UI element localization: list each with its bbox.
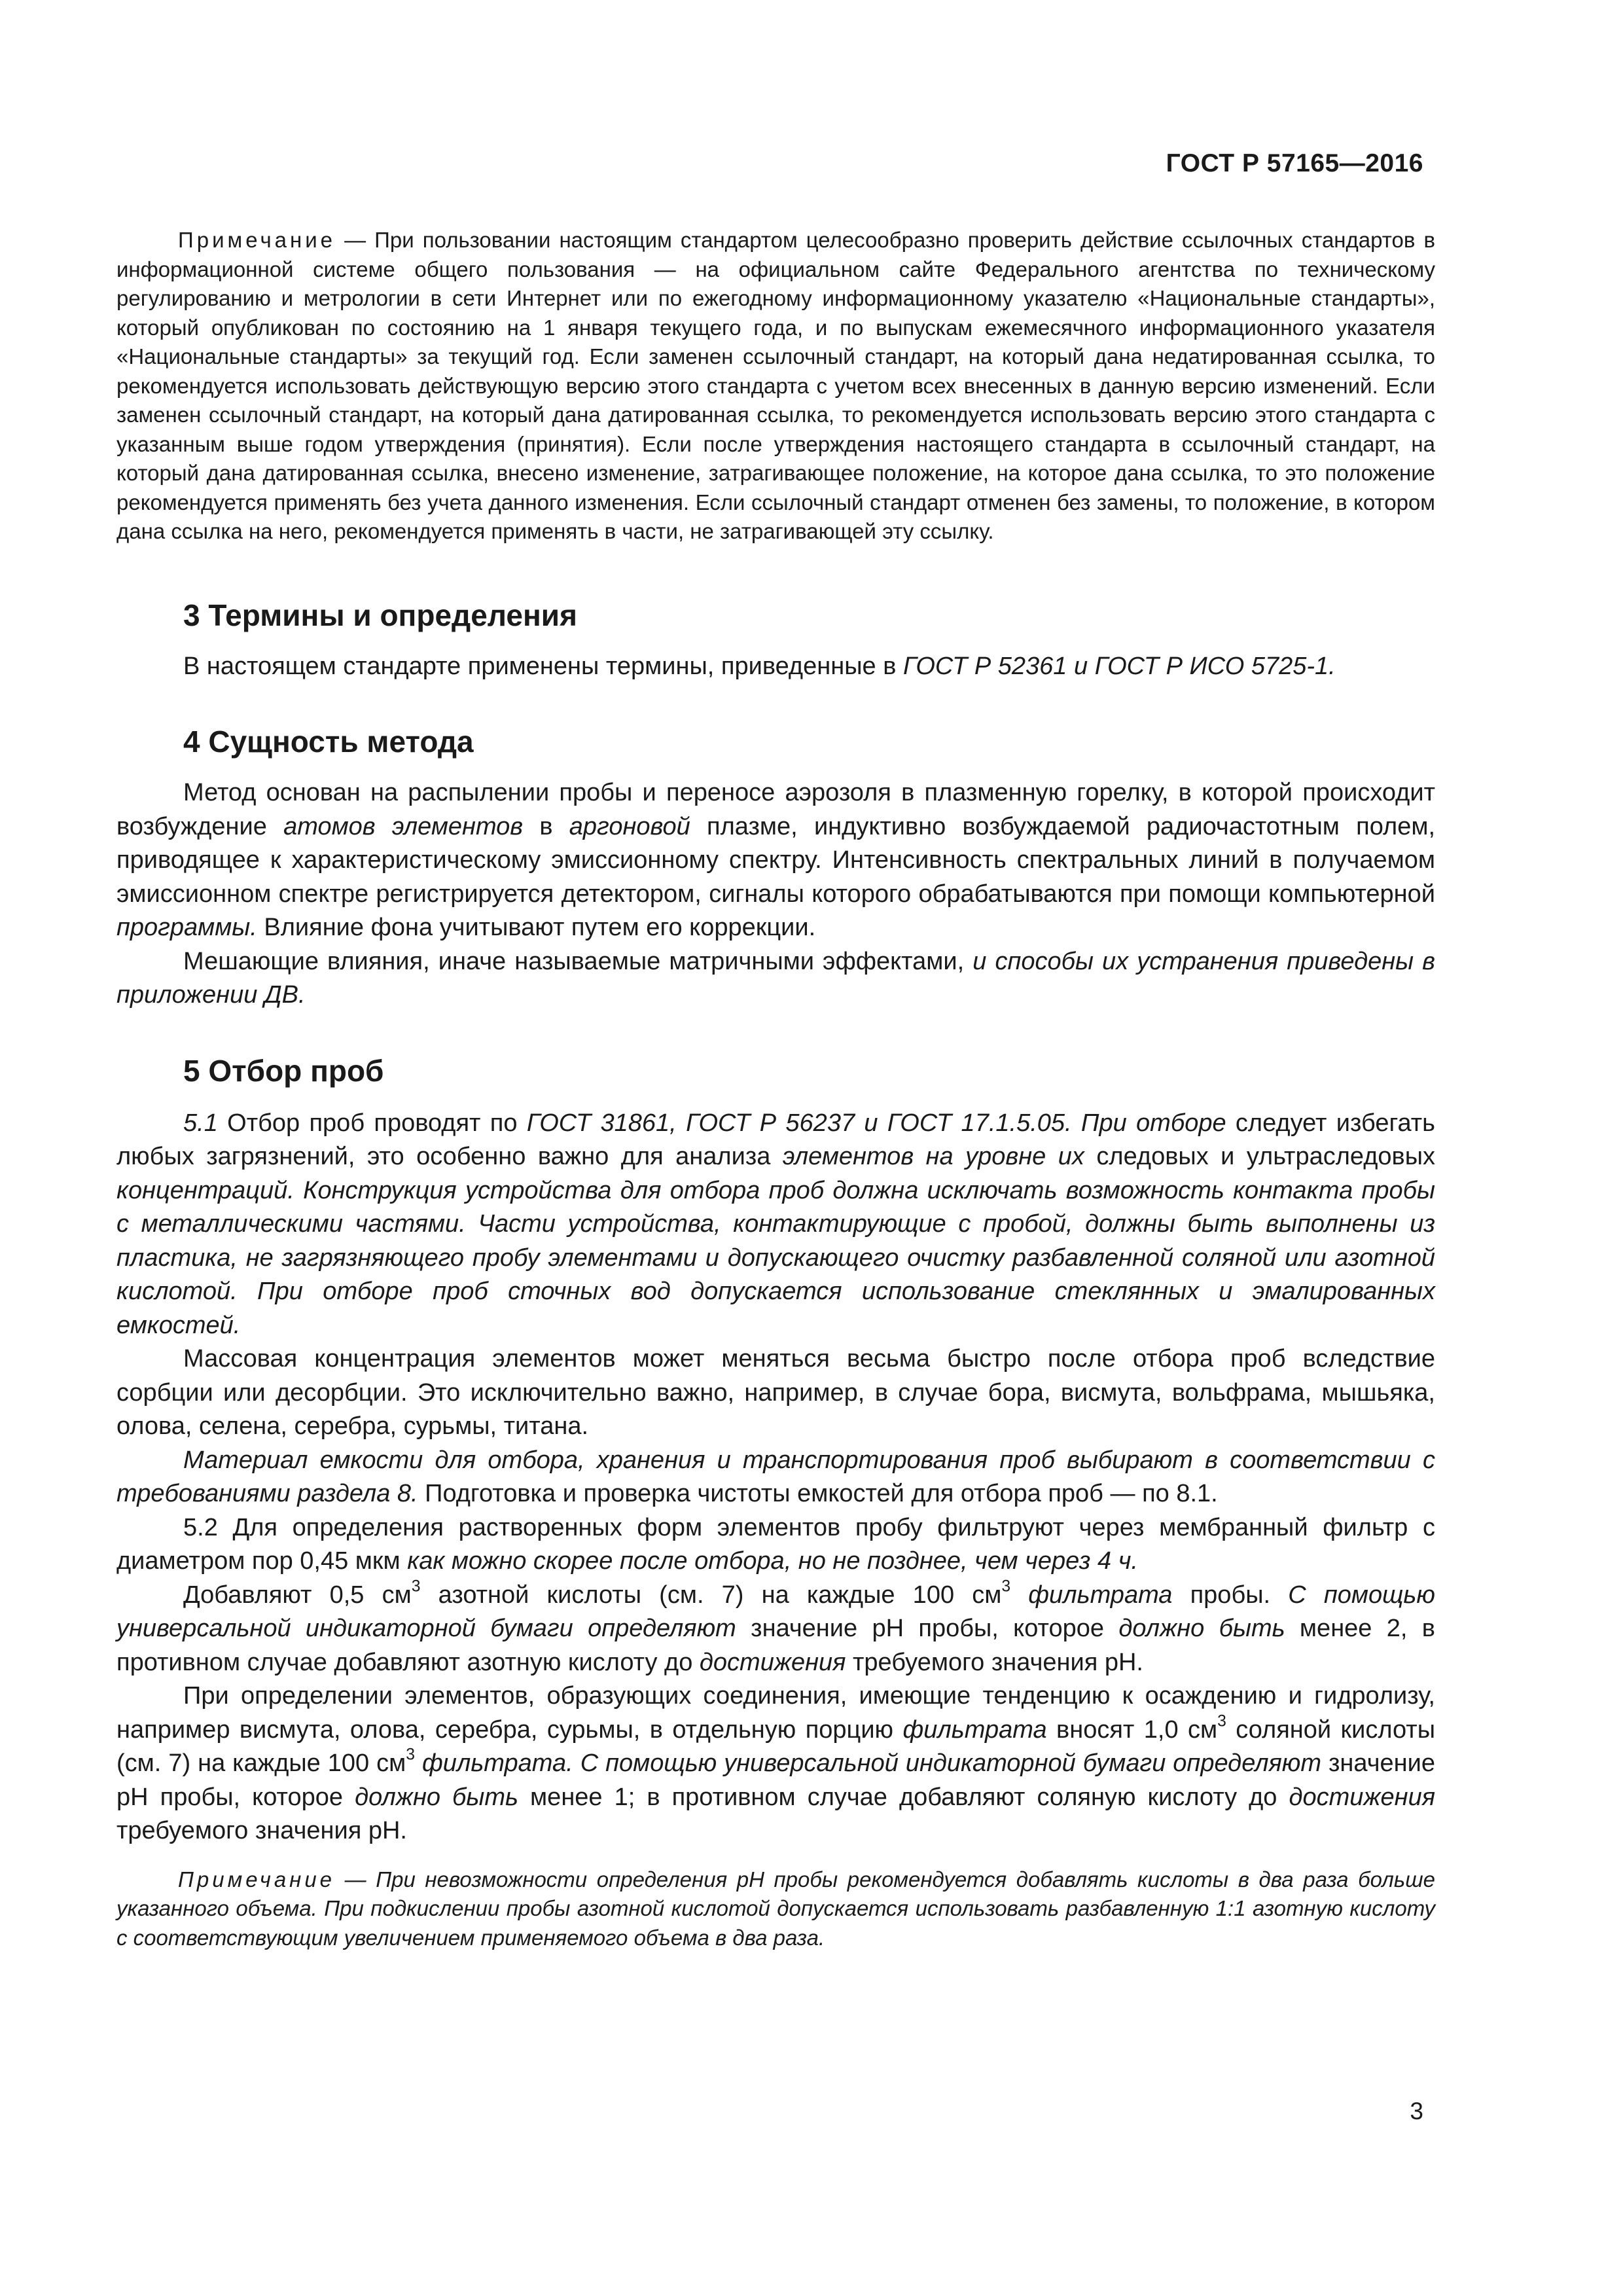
section-4-heading: 4 Сущность метода bbox=[183, 725, 474, 759]
section-5-paragraph-2: Массовая концентрация элементов может меняться весьма быстро после отбора проб вследствие сорбции или десорбции. Это исключительно важно, например, в случае бора, висмута, вольфрама, мышьяка, олова, селена, серебра, сурьмы, титана. bbox=[116, 1345, 1435, 1440]
text-run-italic: Материал емкости для отбора, хранения и транспортирования проб выбирают в соответствии с требованиями раздела 8. bbox=[116, 1446, 1435, 1507]
superscript: 3 bbox=[1001, 1577, 1011, 1596]
page-number: 3 bbox=[1410, 2098, 1423, 2125]
section-5-paragraph-5 bbox=[116, 1579, 1435, 1680]
section-5-1-paragraph bbox=[116, 1107, 1435, 1343]
section-3-paragraph bbox=[116, 650, 1435, 684]
text-run: значение pH пробы, которое bbox=[116, 1749, 1435, 1811]
text-run: Отбор проб проводят по bbox=[217, 1109, 527, 1137]
text-run: менее 2, в противном случае добавляют азотную кислоту до bbox=[116, 1615, 1435, 1676]
text-run: азотной кислоты (см. 7) на каждые 100 см bbox=[420, 1581, 1002, 1609]
text-run: соляной кислоты (см. 7) на каждые 100 см bbox=[116, 1715, 1436, 1777]
text-run: Добавляют 0,5 см bbox=[183, 1581, 412, 1609]
text-run: При определении элементов, образующих соединения, имеющие тенденцию к осаждению и гидролизу, например висмута, олова, серебра, сурьмы, в отдельную порцию bbox=[116, 1682, 1435, 1744]
text-run-italic: как можно скорее после отбора, но не позднее, чем через 4 ч. bbox=[407, 1547, 1138, 1575]
note-text: — При пользовании настоящим стандартом целесообразно проверить действие ссылочных стандартов в информационной системе общего пользования — на официальном сайте Федерального агентства по техническому регулированию и метрологии в сети Интернет или по ежегодному информационному указателю «Национальные стандарты», который опубликован по состоянию на 1 января текущего года, и по выпускам ежемесячного информационного указателя «Национальные стандарты» за текущий год. Если заменен ссылочный стандарт, на который дана недатированная ссылка, то рекомендуется использовать действующую версию этого стандарта с учетом всех внесенных в данную версию изменений. Если заменен ссылочный стандарт, на который дана датированная ссылка, то рекомендуется использовать версию этого стандарта с указанным выше годом утверждения (принятия). Если после утверждения настоящего стандарта в ссылочный стандарт, на который дана датированная ссылка, внесено изменение, затрагивающее положение, на которое дана ссылка, то это положение рекомендуется применять без учета данного изменения. Если ссылочный стандарт отменен без замены, то положение, в котором дана ссылка на него, рекомендуется применять в части, не затрагивающей эту ссылку. bbox=[116, 228, 1435, 543]
text-run: требуемого значения pH. bbox=[116, 1817, 407, 1844]
note-references bbox=[116, 226, 1435, 547]
text-run: следует избегать любых загрязнений, это особенно важно для анализа bbox=[116, 1109, 1435, 1170]
text-run-italic: концентраций. Конструкция устройства для отбора проб должна исключать возможность контакта пробы с металлическими частями. Части устройства, контактирующие с пробой, должны быть выполнены из пластика, не загрязняющего пробу элементами и допускающего очистку разбавленной соляной или азотной кислотой. При отборе проб сточных вод допускается использование стеклянных и эмалированных емкостей. bbox=[116, 1176, 1435, 1339]
text-run: пробы. bbox=[1172, 1581, 1289, 1609]
section-3-heading: 3 Термины и определения bbox=[183, 598, 577, 632]
text-run: менее 1; в противном случае добавляют соляную кислоту до bbox=[518, 1783, 1289, 1811]
clause-number: 5.1 bbox=[183, 1109, 218, 1137]
text-run-italic: достижения bbox=[1289, 1783, 1436, 1811]
section-5-heading: 5 Отбор проб bbox=[183, 1053, 384, 1088]
superscript: 3 bbox=[411, 1577, 421, 1596]
page-content bbox=[116, 226, 1435, 1952]
text-run: вносят 1,0 см bbox=[1046, 1715, 1218, 1744]
text-run-italic: должно быть bbox=[1118, 1615, 1285, 1642]
text-run-italic: фильтрата bbox=[902, 1715, 1047, 1744]
text-run-italic: ГОСТ 31861, ГОСТ Р 56237 и ГОСТ 17.1.5.05. При отборе bbox=[526, 1109, 1226, 1137]
standards-reference: ГОСТ Р 52361 и ГОСТ Р ИСО 5725-1. bbox=[902, 652, 1336, 680]
text-run-italic: должно быть bbox=[355, 1783, 519, 1811]
text-run bbox=[415, 1749, 422, 1777]
text-run bbox=[1010, 1581, 1028, 1609]
text-run: 5.2 Для определения растворенных форм элементов пробу фильтруют через мембранный фильтр с диаметром пор 0,45 мкм bbox=[116, 1513, 1435, 1575]
document-code-header: ГОСТ Р 57165—2016 bbox=[1166, 149, 1423, 177]
superscript: 3 bbox=[406, 1746, 416, 1764]
text-run-italic: аргоновой bbox=[569, 812, 690, 840]
text-run-italic: фильтрата. С помощью универсальной индикаторной бумаги определяют bbox=[422, 1749, 1322, 1777]
note-label: Примечание bbox=[178, 228, 336, 252]
note-label: Примечание bbox=[178, 1867, 336, 1892]
section-5-paragraph-6 bbox=[116, 1679, 1435, 1848]
text-run: плазме, индуктивно возбуждаемой радиочастотным полем, приводящее к характеристическому эмиссионному спектру. Интенсивность спектральных линий в получаемом эмиссионном спектре регистрируется детектором, сигналы которого обрабатываются при помощи компьютерной bbox=[116, 812, 1436, 908]
text-run-italic: атомов элементов bbox=[283, 812, 524, 840]
section-4-paragraph-1 bbox=[116, 776, 1435, 945]
text-run-italic: и способы их устранения приведены в приложении ДВ. bbox=[116, 947, 1435, 1009]
superscript: 3 bbox=[1217, 1712, 1226, 1731]
text-run: Метод основан на распылении пробы и переносе аэрозоля в плазменную горелку, в которой происходит возбуждение bbox=[116, 779, 1435, 840]
text-run: Подготовка и проверка чистоты емкостей для отбора проб — по 8.1. bbox=[418, 1480, 1218, 1507]
text-run: В настоящем стандарте применены термины, приведенные в bbox=[183, 652, 903, 680]
text-run: Влияние фона учитывают путем его коррекции. bbox=[257, 914, 816, 941]
text-run: значение pH пробы, которое bbox=[736, 1615, 1119, 1642]
text-run-italic: фильтрата bbox=[1028, 1581, 1173, 1609]
text-run: следовых и ультраследовых bbox=[1084, 1143, 1436, 1170]
note-acidification bbox=[116, 1865, 1435, 1953]
text-run-italic: программы. bbox=[116, 914, 257, 941]
section-5-2-paragraph bbox=[116, 1511, 1435, 1579]
text-run: требуемого значения pH. bbox=[846, 1648, 1143, 1676]
text-run-italic: С помощью универсальной индикаторной бумаги определяют bbox=[116, 1581, 1435, 1642]
section-4-paragraph-2 bbox=[116, 945, 1435, 1013]
text-run: Мешающие влияния, иначе называемые матричными эффектами, bbox=[183, 947, 973, 975]
text-run-italic: достижения bbox=[699, 1648, 846, 1676]
section-5-paragraph-3 bbox=[116, 1444, 1435, 1511]
text-run-italic: элементов на уровне их bbox=[782, 1143, 1084, 1170]
text-run: в bbox=[523, 812, 569, 840]
note-text: — При невозможности определения pH пробы рекомендуется добавлять кислоты в два раза больше указанного объема. При подкислении пробы азотной кислотой допускается использовать разбавленную 1:1 азотную кислоту с соответствующим увеличением применяемого объема в два раза. bbox=[116, 1867, 1435, 1950]
